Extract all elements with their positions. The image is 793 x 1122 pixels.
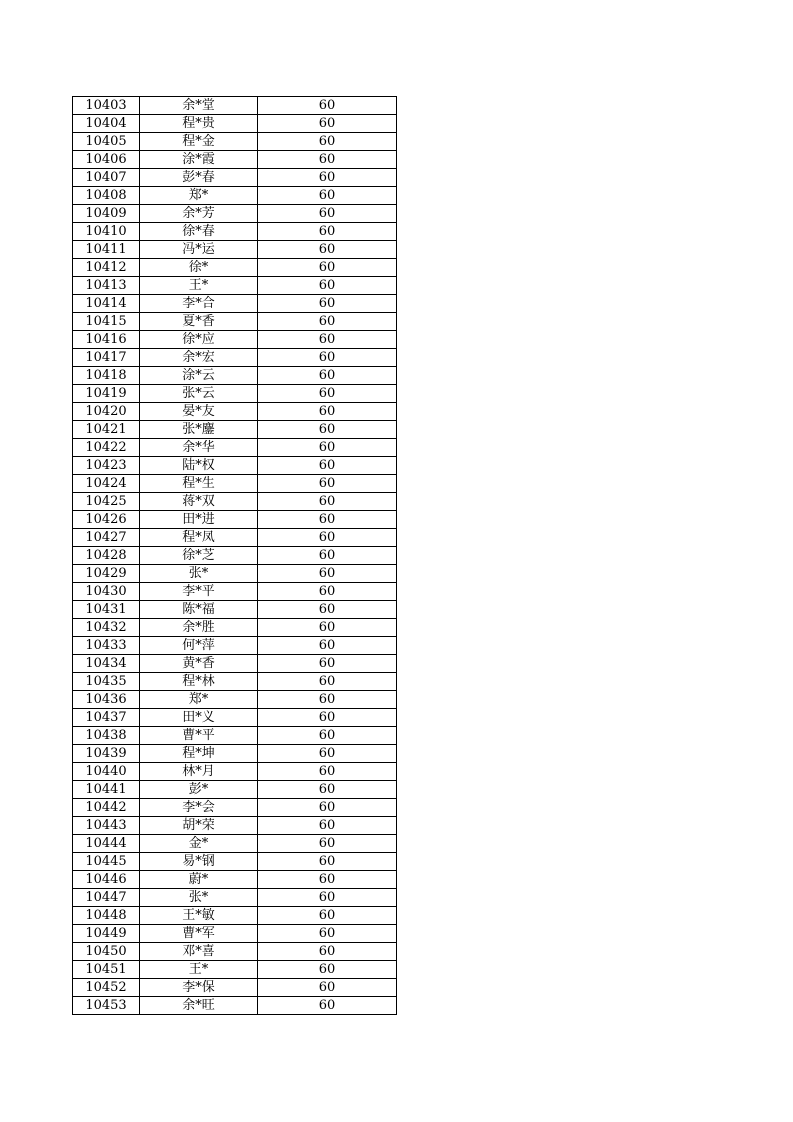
row-amount-cell: 60 xyxy=(258,493,397,511)
row-id-cell: 10421 xyxy=(73,421,140,439)
table-row xyxy=(73,331,397,349)
table-row xyxy=(73,547,397,565)
row-id-cell: 10417 xyxy=(73,349,140,367)
row-amount-cell: 60 xyxy=(258,277,397,295)
row-name-cell: 林*月 xyxy=(140,763,258,781)
row-name-cell: 李*平 xyxy=(140,583,258,601)
table-row xyxy=(73,475,397,493)
row-id-cell: 10435 xyxy=(73,673,140,691)
table-row xyxy=(73,367,397,385)
row-id-cell: 10430 xyxy=(73,583,140,601)
row-amount-cell: 60 xyxy=(258,889,397,907)
row-id-cell: 10410 xyxy=(73,223,140,241)
row-name-cell: 郑* xyxy=(140,691,258,709)
table-row xyxy=(73,871,397,889)
table-row xyxy=(73,241,397,259)
row-name-cell: 王* xyxy=(140,961,258,979)
row-id-cell: 10440 xyxy=(73,763,140,781)
row-id-cell: 10412 xyxy=(73,259,140,277)
table-row xyxy=(73,799,397,817)
row-name-cell: 陈*福 xyxy=(140,601,258,619)
row-id-cell: 10434 xyxy=(73,655,140,673)
row-name-cell: 蒋*双 xyxy=(140,493,258,511)
row-amount-cell: 60 xyxy=(258,115,397,133)
table-row xyxy=(73,223,397,241)
table-row xyxy=(73,673,397,691)
row-name-cell: 金* xyxy=(140,835,258,853)
row-id-cell: 10445 xyxy=(73,853,140,871)
row-amount-cell: 60 xyxy=(258,655,397,673)
table-row xyxy=(73,97,397,115)
row-amount-cell: 60 xyxy=(258,691,397,709)
table-row xyxy=(73,529,397,547)
row-amount-cell: 60 xyxy=(258,403,397,421)
row-id-cell: 10428 xyxy=(73,547,140,565)
row-id-cell: 10403 xyxy=(73,97,140,115)
row-amount-cell: 60 xyxy=(258,979,397,997)
row-name-cell: 徐*春 xyxy=(140,223,258,241)
table-row xyxy=(73,637,397,655)
row-name-cell: 程*生 xyxy=(140,475,258,493)
row-amount-cell: 60 xyxy=(258,151,397,169)
table-row xyxy=(73,907,397,925)
table-row xyxy=(73,961,397,979)
row-amount-cell: 60 xyxy=(258,241,397,259)
row-amount-cell: 60 xyxy=(258,745,397,763)
row-id-cell: 10408 xyxy=(73,187,140,205)
table-row xyxy=(73,781,397,799)
table-row xyxy=(73,349,397,367)
row-name-cell: 余*宏 xyxy=(140,349,258,367)
row-name-cell: 张*鏖 xyxy=(140,421,258,439)
row-amount-cell: 60 xyxy=(258,637,397,655)
row-name-cell: 冯*运 xyxy=(140,241,258,259)
row-amount-cell: 60 xyxy=(258,835,397,853)
row-name-cell: 王*敏 xyxy=(140,907,258,925)
table-row xyxy=(73,259,397,277)
row-amount-cell: 60 xyxy=(258,187,397,205)
row-id-cell: 10431 xyxy=(73,601,140,619)
table-row xyxy=(73,439,397,457)
table-row xyxy=(73,151,397,169)
row-id-cell: 10432 xyxy=(73,619,140,637)
table-row xyxy=(73,727,397,745)
row-name-cell: 夏*香 xyxy=(140,313,258,331)
row-name-cell: 胡*荣 xyxy=(140,817,258,835)
row-id-cell: 10405 xyxy=(73,133,140,151)
data-table xyxy=(72,96,397,1015)
row-name-cell: 曹*平 xyxy=(140,727,258,745)
row-amount-cell: 60 xyxy=(258,331,397,349)
row-amount-cell: 60 xyxy=(258,385,397,403)
row-amount-cell: 60 xyxy=(258,997,397,1015)
row-amount-cell: 60 xyxy=(258,511,397,529)
row-name-cell: 张* xyxy=(140,889,258,907)
table-row xyxy=(73,205,397,223)
row-name-cell: 田*义 xyxy=(140,709,258,727)
row-id-cell: 10406 xyxy=(73,151,140,169)
row-id-cell: 10416 xyxy=(73,331,140,349)
row-id-cell: 10447 xyxy=(73,889,140,907)
row-amount-cell: 60 xyxy=(258,961,397,979)
row-name-cell: 余*芳 xyxy=(140,205,258,223)
row-name-cell: 徐*芝 xyxy=(140,547,258,565)
row-id-cell: 10436 xyxy=(73,691,140,709)
table-row xyxy=(73,583,397,601)
row-id-cell: 10433 xyxy=(73,637,140,655)
table-row xyxy=(73,169,397,187)
row-amount-cell: 60 xyxy=(258,853,397,871)
table-row xyxy=(73,457,397,475)
row-name-cell: 徐*应 xyxy=(140,331,258,349)
row-name-cell: 徐* xyxy=(140,259,258,277)
row-id-cell: 10448 xyxy=(73,907,140,925)
row-name-cell: 张* xyxy=(140,565,258,583)
row-amount-cell: 60 xyxy=(258,169,397,187)
table-row xyxy=(73,691,397,709)
row-name-cell: 晏*友 xyxy=(140,403,258,421)
row-amount-cell: 60 xyxy=(258,943,397,961)
row-id-cell: 10419 xyxy=(73,385,140,403)
row-id-cell: 10422 xyxy=(73,439,140,457)
row-id-cell: 10437 xyxy=(73,709,140,727)
row-amount-cell: 60 xyxy=(258,223,397,241)
row-id-cell: 10439 xyxy=(73,745,140,763)
row-id-cell: 10441 xyxy=(73,781,140,799)
row-amount-cell: 60 xyxy=(258,313,397,331)
table-row xyxy=(73,601,397,619)
table-row xyxy=(73,133,397,151)
table-row xyxy=(73,619,397,637)
table-row xyxy=(73,745,397,763)
row-name-cell: 涂*云 xyxy=(140,367,258,385)
table-row xyxy=(73,565,397,583)
table-row xyxy=(73,403,397,421)
row-id-cell: 10426 xyxy=(73,511,140,529)
row-id-cell: 10438 xyxy=(73,727,140,745)
row-name-cell: 陆*权 xyxy=(140,457,258,475)
row-amount-cell: 60 xyxy=(258,799,397,817)
row-id-cell: 10446 xyxy=(73,871,140,889)
table-body xyxy=(73,97,397,1015)
row-id-cell: 10444 xyxy=(73,835,140,853)
table-row xyxy=(73,511,397,529)
row-name-cell: 李*合 xyxy=(140,295,258,313)
row-name-cell: 李*保 xyxy=(140,979,258,997)
table-row xyxy=(73,979,397,997)
row-name-cell: 易*钢 xyxy=(140,853,258,871)
row-id-cell: 10451 xyxy=(73,961,140,979)
row-amount-cell: 60 xyxy=(258,907,397,925)
row-amount-cell: 60 xyxy=(258,97,397,115)
row-id-cell: 10442 xyxy=(73,799,140,817)
row-amount-cell: 60 xyxy=(258,439,397,457)
row-id-cell: 10452 xyxy=(73,979,140,997)
table-row xyxy=(73,385,397,403)
row-id-cell: 10409 xyxy=(73,205,140,223)
row-amount-cell: 60 xyxy=(258,763,397,781)
table-row xyxy=(73,709,397,727)
table-row xyxy=(73,997,397,1015)
row-name-cell: 彭*春 xyxy=(140,169,258,187)
row-name-cell: 邓*喜 xyxy=(140,943,258,961)
row-amount-cell: 60 xyxy=(258,547,397,565)
row-amount-cell: 60 xyxy=(258,295,397,313)
row-name-cell: 程*凤 xyxy=(140,529,258,547)
row-id-cell: 10413 xyxy=(73,277,140,295)
row-name-cell: 蔚* xyxy=(140,871,258,889)
row-amount-cell: 60 xyxy=(258,457,397,475)
row-id-cell: 10425 xyxy=(73,493,140,511)
row-name-cell: 田*进 xyxy=(140,511,258,529)
row-name-cell: 余*旺 xyxy=(140,997,258,1015)
row-amount-cell: 60 xyxy=(258,421,397,439)
row-amount-cell: 60 xyxy=(258,475,397,493)
row-amount-cell: 60 xyxy=(258,673,397,691)
row-id-cell: 10449 xyxy=(73,925,140,943)
row-name-cell: 涂*霞 xyxy=(140,151,258,169)
row-name-cell: 余*堂 xyxy=(140,97,258,115)
row-id-cell: 10418 xyxy=(73,367,140,385)
row-name-cell: 李*会 xyxy=(140,799,258,817)
table-row xyxy=(73,835,397,853)
row-amount-cell: 60 xyxy=(258,349,397,367)
row-amount-cell: 60 xyxy=(258,871,397,889)
row-name-cell: 余*华 xyxy=(140,439,258,457)
row-name-cell: 程*林 xyxy=(140,673,258,691)
row-name-cell: 程*贵 xyxy=(140,115,258,133)
row-amount-cell: 60 xyxy=(258,133,397,151)
row-amount-cell: 60 xyxy=(258,619,397,637)
table-row xyxy=(73,655,397,673)
table-row xyxy=(73,187,397,205)
row-name-cell: 王* xyxy=(140,277,258,295)
row-amount-cell: 60 xyxy=(258,205,397,223)
table-row xyxy=(73,115,397,133)
row-amount-cell: 60 xyxy=(258,259,397,277)
row-amount-cell: 60 xyxy=(258,565,397,583)
row-name-cell: 郑* xyxy=(140,187,258,205)
row-name-cell: 程*坤 xyxy=(140,745,258,763)
row-id-cell: 10415 xyxy=(73,313,140,331)
table-row xyxy=(73,493,397,511)
table-row xyxy=(73,295,397,313)
row-amount-cell: 60 xyxy=(258,709,397,727)
table-row xyxy=(73,313,397,331)
table-row xyxy=(73,853,397,871)
row-id-cell: 10427 xyxy=(73,529,140,547)
row-name-cell: 黄*香 xyxy=(140,655,258,673)
row-id-cell: 10420 xyxy=(73,403,140,421)
table-row xyxy=(73,763,397,781)
row-name-cell: 曹*军 xyxy=(140,925,258,943)
row-name-cell: 张*云 xyxy=(140,385,258,403)
row-amount-cell: 60 xyxy=(258,583,397,601)
table-row xyxy=(73,817,397,835)
row-id-cell: 10414 xyxy=(73,295,140,313)
row-amount-cell: 60 xyxy=(258,529,397,547)
row-id-cell: 10407 xyxy=(73,169,140,187)
row-id-cell: 10404 xyxy=(73,115,140,133)
row-id-cell: 10411 xyxy=(73,241,140,259)
row-id-cell: 10450 xyxy=(73,943,140,961)
row-amount-cell: 60 xyxy=(258,601,397,619)
table-row xyxy=(73,421,397,439)
row-id-cell: 10453 xyxy=(73,997,140,1015)
row-amount-cell: 60 xyxy=(258,727,397,745)
row-amount-cell: 60 xyxy=(258,781,397,799)
table-row xyxy=(73,943,397,961)
table-row xyxy=(73,277,397,295)
row-amount-cell: 60 xyxy=(258,817,397,835)
row-name-cell: 程*金 xyxy=(140,133,258,151)
row-name-cell: 彭* xyxy=(140,781,258,799)
table-row xyxy=(73,925,397,943)
row-id-cell: 10443 xyxy=(73,817,140,835)
row-amount-cell: 60 xyxy=(258,925,397,943)
row-name-cell: 余*胜 xyxy=(140,619,258,637)
row-id-cell: 10423 xyxy=(73,457,140,475)
row-id-cell: 10429 xyxy=(73,565,140,583)
table-row xyxy=(73,889,397,907)
row-amount-cell: 60 xyxy=(258,367,397,385)
row-id-cell: 10424 xyxy=(73,475,140,493)
row-name-cell: 何*萍 xyxy=(140,637,258,655)
